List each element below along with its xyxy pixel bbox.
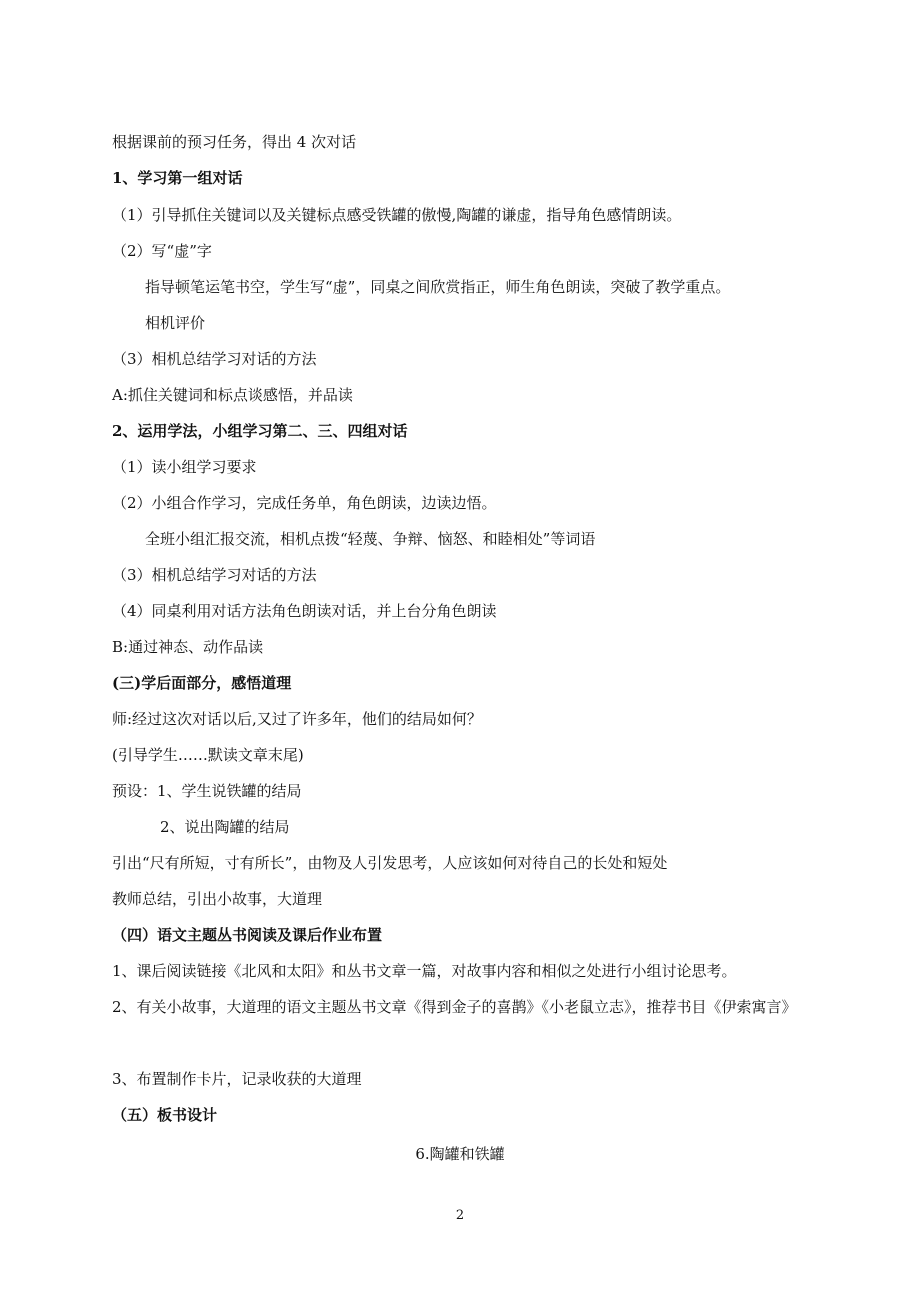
paragraph: （4）同桌利用对话方法角色朗读对话，并上台分角色朗读: [112, 602, 497, 620]
section-heading-3: (三)学后面部分，感悟道理: [112, 674, 292, 692]
page-number: 2: [455, 1208, 465, 1223]
section-heading-1: 1、学习第一组对话: [112, 169, 243, 187]
intro-line: 根据课前的预习任务，得出 4 次对话: [112, 133, 357, 151]
paragraph: 全班小组汇报交流，相机点拨“轻蔑、争辩、恼怒、和睦相处”等词语: [145, 530, 596, 548]
paragraph: 2、有关小故事，大道理的语文主题丛书文章《得到金子的喜鹊》《小老鼠立志》，推荐书目《伊索寓言》: [112, 998, 797, 1016]
paragraph: （1）读小组学习要求: [112, 458, 257, 476]
paragraph: 预设：1、学生说铁罐的结局: [112, 782, 302, 800]
paragraph: 指导顿笔运笔书空，学生写“虚”，同桌之间欣赏指正，师生角色朗读，突破了教学重点。: [145, 278, 731, 296]
paragraph: 引出“尺有所短，寸有所长”，由物及人引发思考，人应该如何对待自己的长处和短处: [112, 854, 668, 872]
paragraph: 3、布置制作卡片，记录收获的大道理: [112, 1070, 362, 1088]
section-heading-2: 2、运用学法，小组学习第二、三、四组对话: [112, 422, 408, 440]
paragraph: （2）小组合作学习，完成任务单，角色朗读，边读边悟。: [112, 494, 497, 512]
paragraph: （3）相机总结学习对话的方法: [112, 566, 317, 584]
board-title: 6.陶罐和铁罐: [415, 1145, 505, 1163]
paragraph: B:通过神态、动作品读: [112, 638, 264, 656]
paragraph: 2、说出陶罐的结局: [160, 818, 290, 836]
paragraph: 1、课后阅读链接《北风和太阳》和丛书文章一篇，对故事内容和相似之处进行小组讨论思考。: [112, 962, 737, 980]
paragraph: 相机评价: [145, 314, 206, 332]
paragraph: 师:经过这次对话以后,又过了许多年，他们的结局如何？: [112, 710, 482, 728]
paragraph: A:抓住关键词和标点谈感悟，并品读: [112, 386, 353, 404]
paragraph: 教师总结，引出小故事，大道理: [112, 890, 323, 908]
section-heading-4: （四）语文主题丛书阅读及课后作业布置: [112, 926, 383, 944]
paragraph: （3）相机总结学习对话的方法: [112, 350, 317, 368]
paragraph: (引导学生……默读文章末尾): [112, 746, 304, 764]
section-heading-5: （五）板书设计: [112, 1106, 218, 1124]
paragraph: （2）写“虚”字: [112, 242, 212, 260]
paragraph: （1）引导抓住关键词以及关键标点感受铁罐的傲慢,陶罐的谦虚，指导角色感情朗读。: [112, 206, 682, 224]
